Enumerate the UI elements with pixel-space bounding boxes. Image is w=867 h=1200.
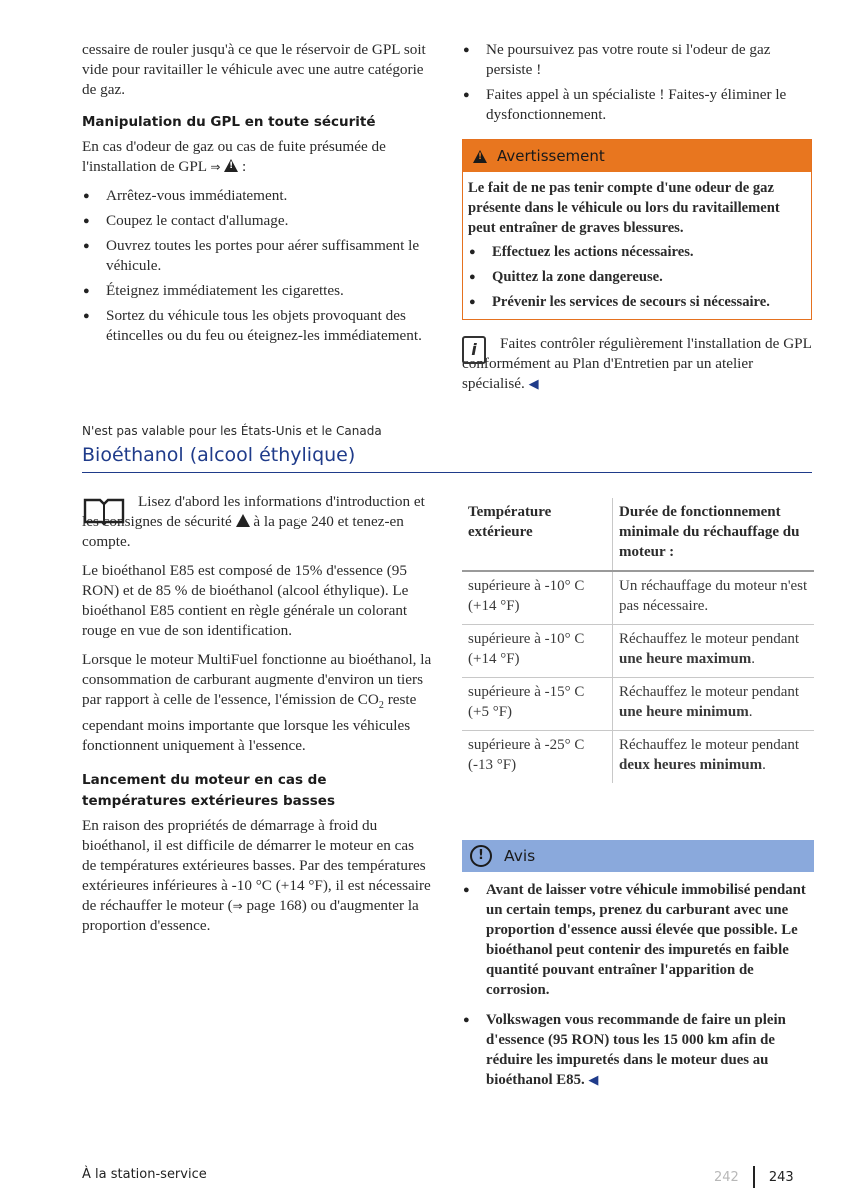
continuation-paragraph: cessaire de rouler jusqu'à ce que le réservoir de GPL soit vide pour ravitailler le véhicule avec une autre catégorie de gaz.: [82, 41, 426, 98]
gas-bullet: ● Ne poursuivez pas votre route si l'odeur de gaz persiste !: [462, 40, 812, 80]
notice-header: [462, 840, 814, 872]
cold-start-heading: Lancement du moteur en cas de températures extérieures basses: [82, 772, 335, 810]
warning-bullet: ● Quittez la zone dangereuse.: [468, 267, 807, 287]
notice-bullet: ● Avant de laisser votre véhicule immobilisé pendant un certain temps, prenez du carburant avec une proportion d'essence aussi élevée que possible. Le bioéthanol peut contenir des impuretés en faible quantité pouvant entraîner l'apparition de corrosion.: [462, 880, 814, 1000]
notice-bullet: [462, 1010, 814, 1091]
current-page-number: 243: [768, 1169, 794, 1185]
gpl-intro: [82, 137, 432, 177]
header-temperature: Température extérieure: [462, 498, 613, 571]
cell-temperature: supérieure à -10° C (+14 °F): [462, 625, 613, 678]
co2-subscript: 2: [378, 700, 384, 712]
region-note: N'est pas valable pour les États-Unis et le Canada: [82, 424, 382, 438]
notice-body: [462, 872, 814, 1091]
info-text: Faites contrôler régulièrement l'installation de GPL conformément au Plan d'Entretien par un atelier spécialisé.: [462, 335, 812, 392]
table-row: [462, 625, 814, 678]
duration-bold: une heure maximum: [619, 651, 752, 667]
gpl-heading: Manipulation du GPL en toute sécurité: [82, 114, 376, 130]
bio-left-column: [82, 492, 432, 945]
cold-start-text: En raison des propriétés de démarrage à froid du bioéthanol, il est difficile de démarrer le moteur en cas de températures extérieures basses. Par des températures extérieures inférieures à -10 °C (+14 °F), il est nécessaire de réchauffer le moteur (: [82, 817, 431, 915]
page-numbers: [714, 1166, 794, 1188]
end-arrow-icon: ◀: [588, 1073, 599, 1088]
table-row: [462, 731, 814, 784]
notice-title: Avis: [504, 847, 536, 865]
duration-end: .: [751, 651, 755, 667]
consumption-text: Lorsque le moteur MultiFuel fonctionne au bioéthanol, la consommation de carburant augmente d'environ un tiers par rapport à celle de l'essence, l'émission de CO: [82, 651, 432, 708]
warning-text: Le fait de ne pas tenir compte d'une odeur de gaz présente dans le véhicule ou lors du ravitaillement peut entraîner de graves blessures.: [468, 180, 780, 236]
gas-bullet: ● Faites appel à un spécialiste ! Faites-y éliminer le dysfonctionnement.: [462, 85, 812, 125]
duration-text: Réchauffez le moteur pendant: [619, 631, 800, 647]
cell-duration: [613, 571, 815, 625]
ref-arrow-icon: ⇒: [210, 160, 221, 174]
duration-end: .: [762, 757, 766, 773]
gpl-bullet: ● Éteignez immédiatement les cigarettes.: [82, 281, 432, 301]
gpl-intro-text: En cas d'odeur de gaz ou cas de fuite présumée de l'installation de GPL: [82, 138, 386, 175]
duration-bold: une heure minimum: [619, 704, 749, 720]
warning-title: Avertissement: [497, 147, 605, 165]
table-row: [462, 678, 814, 731]
ref-arrow-icon: ⇒: [232, 899, 243, 914]
warning-triangle-icon: [473, 150, 487, 163]
duration-end: .: [748, 704, 753, 720]
gpl-bullet: ● Ouvrez toutes les portes pour aérer suffisamment le véhicule.: [82, 236, 432, 276]
cold-start-paragraph: [82, 816, 432, 936]
composition-paragraph: Le bioéthanol E85 est composé de 15% d'essence (95 RON) et de 85 % de bioéthanol (alcool éthylique). Le bioéthanol E85 contient en règle générale un colorant rouge en vue de son identification.: [82, 562, 409, 639]
gpl-intro-end: :: [241, 158, 247, 175]
page-divider: [753, 1166, 755, 1188]
cell-temperature: supérieure à -25° C (-13 °F): [462, 731, 613, 784]
warning-triangle-icon: [236, 514, 250, 527]
warning-box: [462, 139, 812, 320]
right-column-top: [462, 40, 812, 395]
header-duration: Durée de fonctionnement minimale du réchauffage du moteur :: [613, 498, 815, 571]
cell-duration: [613, 625, 815, 678]
consumption-paragraph: [82, 650, 432, 756]
read-first-line: [82, 492, 432, 552]
cell-temperature: supérieure à -10° C (+14 °F): [462, 571, 613, 625]
cold-start-text-end: ) ou d'augmenter la proportion d'essence.: [82, 897, 419, 935]
end-arrow-icon: ◀: [528, 377, 539, 392]
page-reference-link[interactable]: page 168: [246, 897, 302, 915]
gpl-bullet: ● Arrêtez-vous immédiatement.: [82, 186, 432, 206]
book-icon: [82, 496, 126, 526]
left-column-top: [82, 40, 432, 351]
notice-box: [462, 840, 814, 1096]
previous-page-number: 242: [714, 1169, 739, 1185]
duration-text: Un réchauffage du moteur n'est pas nécessaire.: [619, 578, 808, 614]
exclamation-circle-icon: !: [470, 845, 492, 867]
table-header-row: [462, 498, 814, 571]
gpl-bullet: ● Coupez le contact d'allumage.: [82, 211, 432, 231]
table-row: [462, 571, 814, 625]
warning-header: [463, 140, 811, 172]
preheat-table: [462, 498, 814, 783]
read-first-text-end: à la page 240 et tenez-en compte.: [82, 513, 404, 550]
consumption-text-end: reste cependant moins importante que lorsque les véhicules fonctionnent uniquement à l'essence.: [82, 691, 417, 755]
chapter-footer: À la station-service: [82, 1167, 207, 1182]
cell-duration: [613, 731, 815, 784]
warning-body: [463, 172, 811, 319]
cell-duration: [613, 678, 815, 731]
section-title: Bioéthanol (alcool éthylique): [82, 444, 812, 473]
info-paragraph: [462, 334, 812, 395]
info-note: [462, 334, 812, 395]
warning-triangle-icon: [224, 159, 238, 172]
duration-text: Réchauffez le moteur pendant: [619, 737, 800, 753]
warning-bullet: ● Prévenir les services de secours si nécessaire.: [468, 292, 807, 312]
read-first-text: Lisez d'abord les informations d'introduction et les consignes de sécurité: [82, 493, 425, 530]
cell-temperature: supérieure à -15° C (+5 °F): [462, 678, 613, 731]
duration-bold: deux heures minimum: [619, 757, 763, 773]
warning-bullet: ● Effectuez les actions nécessaires.: [468, 242, 807, 262]
duration-text: Réchauffez le moteur pendant: [619, 684, 800, 700]
read-first-paragraph: [82, 492, 432, 552]
notice-bullet-text: Volkswagen vous recommande de faire un plein d'essence (95 RON) tous les 15 000 km afin de réduire les impuretés dans le moteur dues au bioéthanol E85.: [486, 1012, 786, 1088]
info-icon: i: [462, 336, 486, 364]
gpl-bullet: ● Sortez du véhicule tous les objets provoquant des étincelles ou du feu ou éteignez-les immédiatement.: [82, 306, 432, 346]
